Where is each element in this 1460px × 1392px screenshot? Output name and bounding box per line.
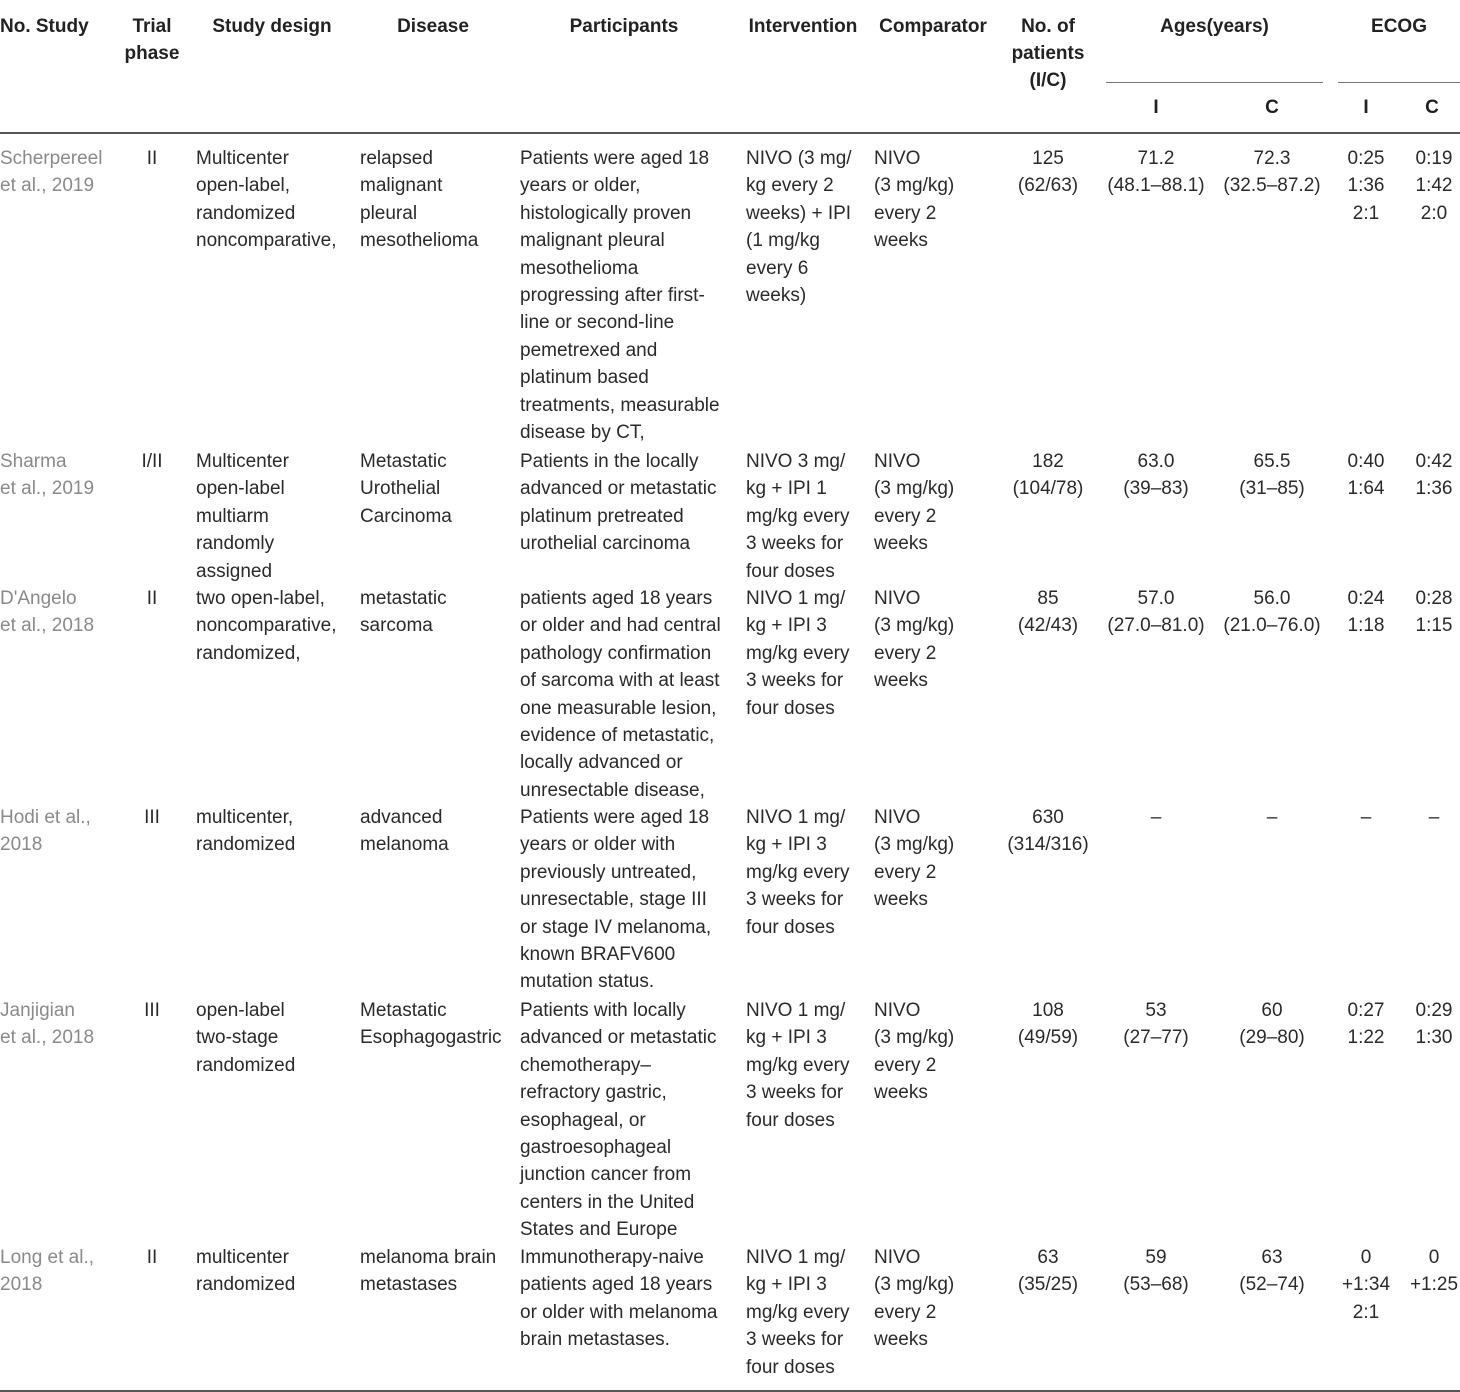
row-5-design-line: two-stage xyxy=(196,1027,279,1049)
row-5-participants-line: advanced or metastatic xyxy=(520,1027,717,1049)
row-3-ecog-c-line: 0:28 xyxy=(1415,588,1453,609)
header-ecog-i: I xyxy=(1363,97,1369,118)
row-5-participants xyxy=(520,997,735,1244)
row-4-design-line: multicenter, xyxy=(196,807,294,828)
row-6-study-line: Long et al., xyxy=(0,1247,95,1268)
row-3-study-line: et al., 2018 xyxy=(0,615,95,637)
header-study: No. Study xyxy=(0,16,89,37)
row-1-design-line: open-label, xyxy=(196,175,291,197)
row-1-ecog-c-line: 0:19 xyxy=(1415,148,1453,169)
row-3-intervention-line: four doses xyxy=(746,697,835,719)
row-4-patients-line: (314/316) xyxy=(1007,834,1089,856)
row-6-disease-line: metastases xyxy=(360,1274,458,1296)
row-6-patients xyxy=(1002,1244,1094,1299)
row-3-ages-i-line: 57.0 xyxy=(1137,588,1175,609)
row-2-disease-line: Metastatic xyxy=(360,451,447,472)
row-4-comparator-line: weeks xyxy=(874,889,928,911)
row-1-intervention xyxy=(746,145,866,309)
row-1-disease-line: mesothelioma xyxy=(360,230,479,252)
row-5-design xyxy=(196,997,356,1079)
row-1-participants-line: progressing after first- xyxy=(520,285,705,307)
row-3-study-line: D'Angelo xyxy=(0,588,77,609)
row-3-participants-line: locally advanced or xyxy=(520,752,683,774)
row-1-participants-line: histologically proven xyxy=(520,202,692,224)
row-2-patients-line: 182 xyxy=(1032,451,1064,472)
row-1-design-line: Multicenter xyxy=(196,148,289,169)
row-5-ages-c-line: (29–80) xyxy=(1239,1027,1305,1049)
row-1-ecog-c-line: 1:42 xyxy=(1415,175,1453,197)
row-1-study-line: et al., 2019 xyxy=(0,175,95,197)
row-6-comparator-line: (3 mg/kg) xyxy=(874,1274,955,1296)
row-1-disease-line: pleural xyxy=(360,202,418,224)
row-5-intervention-line: 3 weeks for xyxy=(746,1082,844,1104)
row-4-comparator-line: NIVO xyxy=(874,807,921,828)
header-no-of-patients-line: patients xyxy=(1011,43,1085,64)
row-6-participants-line: or older with melanoma xyxy=(520,1301,718,1323)
row-2-intervention xyxy=(746,448,866,585)
row-3-patients-line: (42/43) xyxy=(1017,615,1079,637)
row-2-disease-line: Urothelial xyxy=(360,478,441,500)
row-2-study-line: Sharma xyxy=(0,451,67,472)
row-2-comparator-line: (3 mg/kg) xyxy=(874,478,955,500)
row-2-patients xyxy=(1002,448,1094,503)
ages-subheader-rule xyxy=(1106,82,1323,83)
row-6-ecog-i-line: +1:34 xyxy=(1341,1274,1391,1296)
row-3-study xyxy=(0,585,94,640)
row-3-disease xyxy=(360,585,510,640)
row-1-participants-line: disease by CT, xyxy=(520,422,645,444)
row-1-intervention-line: (1 mg/kg xyxy=(746,230,820,252)
row-2-ecog-c-line: 1:36 xyxy=(1415,478,1453,500)
row-3-ages-i-line: (27.0–81.0) xyxy=(1107,615,1205,637)
row-3-phase: II xyxy=(146,588,158,609)
row-1-design-line: randomized xyxy=(196,202,296,224)
row-2-intervention-line: NIVO 3 mg/ xyxy=(746,451,846,472)
row-5-patients-line: 108 xyxy=(1032,1000,1064,1021)
row-6-participants-line: Immunotherapy-naive xyxy=(520,1247,704,1268)
row-2-comparator-line: weeks xyxy=(874,533,928,555)
row-4-intervention-line: kg + IPI 3 xyxy=(746,834,827,856)
row-3-participants-line: of sarcoma with at least xyxy=(520,670,720,692)
row-2-ecog-i-line: 0:40 xyxy=(1347,451,1385,472)
row-1-study xyxy=(0,145,102,200)
row-2-design-line: multiarm xyxy=(196,505,269,527)
row-4-intervention-line: 3 weeks for xyxy=(746,889,844,911)
header-no-of-patients-line: No. of xyxy=(1021,16,1075,37)
row-5-participants-line: centers in the United xyxy=(520,1191,695,1213)
row-3-intervention xyxy=(746,585,866,722)
row-1-ecog-c xyxy=(1404,145,1460,227)
row-5-intervention-line: NIVO 1 mg/ xyxy=(746,1000,846,1021)
header-ages-i: I xyxy=(1153,97,1159,118)
row-2-participants-line: Patients in the locally xyxy=(520,451,699,472)
row-4-patients xyxy=(1002,804,1094,859)
header-disease: Disease xyxy=(397,16,469,37)
row-3-ecog-i-line: 1:18 xyxy=(1347,615,1385,637)
row-2-patients-line: (104/78) xyxy=(1012,478,1084,500)
row-6-ages-c-line: (52–74) xyxy=(1239,1274,1305,1296)
row-6-ages-i-line: 59 xyxy=(1145,1247,1167,1268)
row-2-disease-line: Carcinoma xyxy=(360,505,452,527)
row-1-ecog-i-line: 2:1 xyxy=(1352,202,1380,224)
row-6-ages-c xyxy=(1222,1244,1322,1299)
row-6-comparator xyxy=(874,1244,994,1354)
row-5-comparator-line: (3 mg/kg) xyxy=(874,1027,955,1049)
row-6-intervention-line: 3 weeks for xyxy=(746,1329,844,1351)
row-6-ecog-i xyxy=(1338,1244,1394,1326)
row-6-design xyxy=(196,1244,356,1299)
row-2-intervention-line: four doses xyxy=(746,560,835,582)
row-4-intervention-line: NIVO 1 mg/ xyxy=(746,807,846,828)
row-6-participants xyxy=(520,1244,735,1354)
row-5-design-line: randomized xyxy=(196,1054,296,1076)
row-4-participants-line: or stage IV melanoma, xyxy=(520,916,712,938)
row-1-ages-i-line: (48.1–88.1) xyxy=(1107,175,1205,197)
row-5-disease xyxy=(360,997,510,1052)
row-6-ecog-c xyxy=(1404,1244,1460,1299)
row-3-comparator-line: (3 mg/kg) xyxy=(874,615,955,637)
row-2-design-line: randomly xyxy=(196,533,275,555)
row-5-patients xyxy=(1002,997,1094,1052)
row-6-intervention xyxy=(746,1244,866,1381)
row-2-ages-i xyxy=(1106,448,1206,503)
header-no-of-patients xyxy=(1002,13,1094,94)
row-4-comparator xyxy=(874,804,994,914)
row-6-comparator-line: NIVO xyxy=(874,1247,921,1268)
row-2-study-line: et al., 2019 xyxy=(0,478,95,500)
row-5-comparator-line: weeks xyxy=(874,1082,928,1104)
row-2-participants xyxy=(520,448,735,558)
row-4-study xyxy=(0,804,91,859)
row-5-ecog-i-line: 0:27 xyxy=(1347,1000,1385,1021)
row-5-study-line: et al., 2018 xyxy=(0,1027,95,1049)
row-6-participants-line: patients aged 18 years xyxy=(520,1274,713,1296)
row-2-participants-line: urothelial carcinoma xyxy=(520,533,691,555)
row-1-study-line: Scherpereel xyxy=(0,148,103,169)
row-3-ecog-i-line: 0:24 xyxy=(1347,588,1385,609)
row-1-disease xyxy=(360,145,510,255)
row-3-participants-line: pathology confirmation xyxy=(520,642,712,664)
row-4-intervention-line: four doses xyxy=(746,916,835,938)
row-2-ecog-i xyxy=(1338,448,1394,503)
header-ecog: ECOG xyxy=(1371,16,1427,37)
row-3-design-line: randomized, xyxy=(196,642,301,664)
row-4-participants-line: previously untreated, xyxy=(520,861,697,883)
row-1-disease-line: malignant xyxy=(360,175,443,197)
row-4-ecog-c xyxy=(1404,804,1460,831)
row-5-intervention xyxy=(746,997,866,1134)
row-3-participants-line: or older and had central xyxy=(520,615,721,637)
row-1-disease-line: relapsed xyxy=(360,148,433,169)
row-5-participants-line: States and Europe xyxy=(520,1219,678,1241)
row-3-comparator-line: every 2 xyxy=(874,642,937,664)
row-2-comparator-line: every 2 xyxy=(874,505,937,527)
row-1-intervention-line: NIVO (3 mg/ xyxy=(746,148,852,169)
header-trial-phase-line: Trial xyxy=(132,16,172,37)
row-2-ages-c-line: 65.5 xyxy=(1253,451,1291,472)
row-5-study-line: Janjigian xyxy=(0,1000,75,1021)
row-5-study xyxy=(0,997,94,1052)
row-1-ages-c-line: (32.5–87.2) xyxy=(1223,175,1321,197)
row-3-disease-line: metastatic xyxy=(360,588,447,609)
row-3-ages-c xyxy=(1222,585,1322,640)
row-2-ecog-c-line: 0:42 xyxy=(1415,451,1453,472)
row-6-ages-c-line: 63 xyxy=(1261,1247,1283,1268)
row-3-intervention-line: NIVO 1 mg/ xyxy=(746,588,846,609)
row-5-participants-line: Patients with locally xyxy=(520,1000,686,1021)
header-trial-phase xyxy=(112,13,192,67)
row-6-ages-i-line: (53–68) xyxy=(1123,1274,1189,1296)
row-1-ages-c-line: 72.3 xyxy=(1253,148,1291,169)
row-1-ecog-i-line: 1:36 xyxy=(1347,175,1385,197)
row-5-intervention-line: mg/kg every xyxy=(746,1054,850,1076)
row-2-comparator-line: NIVO xyxy=(874,451,921,472)
row-3-participants-line: patients aged 18 years xyxy=(520,588,713,609)
row-1-comparator-line: every 2 xyxy=(874,202,937,224)
row-4-participants xyxy=(520,804,735,996)
row-3-ages-c-line: 56.0 xyxy=(1253,588,1291,609)
table-bottom-rule xyxy=(0,1390,1460,1392)
row-3-ecog-c xyxy=(1404,585,1460,640)
row-1-comparator-line: NIVO xyxy=(874,148,921,169)
row-6-ecog-c-line: 0 xyxy=(1428,1247,1440,1268)
row-4-study-line: Hodi et al., xyxy=(0,807,91,828)
header-intervention: Intervention xyxy=(748,16,858,37)
row-6-participants-line: brain metastases. xyxy=(520,1329,670,1351)
row-3-ages-c-line: (21.0–76.0) xyxy=(1223,615,1321,637)
row-4-ecog-c-line: – xyxy=(1428,807,1440,828)
row-3-design xyxy=(196,585,356,667)
row-1-ecog-c-line: 2:0 xyxy=(1420,202,1448,224)
row-1-design-line: noncomparative, xyxy=(196,230,337,252)
row-6-disease-line: melanoma brain xyxy=(360,1247,497,1268)
row-6-intervention-line: NIVO 1 mg/ xyxy=(746,1247,846,1268)
row-5-ages-i-line: (27–77) xyxy=(1123,1027,1189,1049)
row-6-study xyxy=(0,1244,94,1299)
row-5-ages-c xyxy=(1222,997,1322,1052)
row-5-phase: III xyxy=(144,1000,160,1021)
row-2-intervention-line: 3 weeks for xyxy=(746,533,844,555)
row-5-ecog-c-line: 1:30 xyxy=(1415,1027,1453,1049)
row-1-patients xyxy=(1002,145,1094,200)
row-5-disease-line: Esophagogastric xyxy=(360,1027,502,1049)
row-6-comparator-line: weeks xyxy=(874,1329,928,1351)
row-6-comparator-line: every 2 xyxy=(874,1301,937,1323)
row-2-participants-line: advanced or metastatic xyxy=(520,478,717,500)
row-2-intervention-line: mg/kg every xyxy=(746,505,850,527)
row-4-disease-line: advanced xyxy=(360,807,443,828)
row-6-intervention-line: mg/kg every xyxy=(746,1301,850,1323)
row-1-participants-line: treatments, measurable xyxy=(520,394,720,416)
row-1-ages-i xyxy=(1106,145,1206,200)
row-4-participants-line: unresectable, stage III xyxy=(520,889,707,911)
row-5-ages-i-line: 53 xyxy=(1145,1000,1167,1021)
row-6-patients-line: (35/25) xyxy=(1017,1274,1079,1296)
row-2-design xyxy=(196,448,356,585)
row-2-ages-c xyxy=(1222,448,1322,503)
row-1-intervention-line: weeks) xyxy=(746,285,807,307)
row-5-intervention-line: kg + IPI 3 xyxy=(746,1027,827,1049)
row-5-ecog-c-line: 0:29 xyxy=(1415,1000,1453,1021)
header-study-design: Study design xyxy=(212,16,332,37)
row-4-ecog-i xyxy=(1338,804,1394,831)
row-4-participants-line: mutation status. xyxy=(520,971,655,993)
row-4-disease-line: melanoma xyxy=(360,834,449,856)
row-1-participants-line: Patients were aged 18 xyxy=(520,148,710,169)
row-1-participants-line: line or second-line xyxy=(520,312,675,334)
row-4-ages-i-line: – xyxy=(1150,807,1162,828)
row-1-ecog-i-line: 0:25 xyxy=(1347,148,1385,169)
row-3-intervention-line: 3 weeks for xyxy=(746,670,844,692)
row-6-intervention-line: four doses xyxy=(746,1356,835,1378)
row-1-comparator-line: weeks xyxy=(874,230,928,252)
row-4-patients-line: 630 xyxy=(1032,807,1064,828)
row-4-comparator-line: every 2 xyxy=(874,861,937,883)
row-2-phase: I/II xyxy=(141,451,163,472)
row-5-patients-line: (49/59) xyxy=(1017,1027,1079,1049)
row-6-disease xyxy=(360,1244,510,1299)
row-3-comparator-line: weeks xyxy=(874,670,928,692)
row-4-phase: III xyxy=(144,807,160,828)
row-5-ecog-c xyxy=(1404,997,1460,1052)
row-3-patients xyxy=(1002,585,1094,640)
row-5-participants-line: gastroesophageal xyxy=(520,1137,672,1159)
row-4-ages-c-line: – xyxy=(1266,807,1278,828)
row-5-participants-line: refractory gastric, xyxy=(520,1082,667,1104)
row-5-participants-line: esophageal, or xyxy=(520,1109,646,1131)
row-2-ages-i-line: 63.0 xyxy=(1137,451,1175,472)
row-3-participants-line: one measurable lesion, xyxy=(520,697,717,719)
row-2-participants-line: platinum pretreated xyxy=(520,505,684,527)
row-1-intervention-line: kg every 2 xyxy=(746,175,834,197)
row-4-intervention-line: mg/kg every xyxy=(746,861,850,883)
row-6-ecog-i-line: 2:1 xyxy=(1352,1301,1380,1323)
row-3-disease-line: sarcoma xyxy=(360,615,433,637)
row-6-phase: II xyxy=(146,1247,158,1268)
row-4-participants-line: Patients were aged 18 xyxy=(520,807,710,828)
row-6-patients-line: 63 xyxy=(1037,1247,1059,1268)
row-1-intervention-line: every 6 xyxy=(746,257,809,279)
row-2-ages-i-line: (39–83) xyxy=(1123,478,1189,500)
row-4-comparator-line: (3 mg/kg) xyxy=(874,834,955,856)
header-participants: Participants xyxy=(569,16,679,37)
row-2-design-line: Multicenter xyxy=(196,451,289,472)
header-no-of-patients-line: (I/C) xyxy=(1029,70,1067,91)
row-5-design-line: open-label xyxy=(196,1000,285,1021)
row-1-participants-line: pemetrexed and xyxy=(520,339,658,361)
row-1-patients-line: 125 xyxy=(1032,148,1064,169)
row-1-participants-line: mesothelioma xyxy=(520,257,639,279)
row-1-comparator xyxy=(874,145,994,255)
row-4-ages-i xyxy=(1106,804,1206,831)
row-3-design-line: two open-label, xyxy=(196,588,325,609)
row-5-ecog-i xyxy=(1338,997,1394,1052)
row-1-patients-line: (62/63) xyxy=(1017,175,1079,197)
row-1-comparator-line: (3 mg/kg) xyxy=(874,175,955,197)
row-3-ecog-i xyxy=(1338,585,1394,640)
row-6-ecog-c-line: +1:25 xyxy=(1409,1274,1459,1296)
header-comparator: Comparator xyxy=(879,16,987,37)
row-4-study-line: 2018 xyxy=(0,834,43,856)
row-2-ecog-c xyxy=(1404,448,1460,503)
row-1-participants-line: platinum based xyxy=(520,367,649,389)
row-1-participants xyxy=(520,145,735,446)
row-2-ages-c-line: (31–85) xyxy=(1239,478,1305,500)
row-1-ages-i-line: 71.2 xyxy=(1137,148,1175,169)
row-2-intervention-line: kg + IPI 1 xyxy=(746,478,827,500)
row-5-comparator-line: NIVO xyxy=(874,1000,921,1021)
row-3-ages-i xyxy=(1106,585,1206,640)
row-2-disease xyxy=(360,448,510,530)
row-1-design xyxy=(196,145,356,255)
row-6-ages-i xyxy=(1106,1244,1206,1299)
row-2-study xyxy=(0,448,94,503)
header-ages-c: C xyxy=(1265,97,1279,118)
row-2-comparator xyxy=(874,448,994,558)
row-1-ecog-i xyxy=(1338,145,1394,227)
row-4-design-line: randomized xyxy=(196,834,296,856)
row-5-disease-line: Metastatic xyxy=(360,1000,447,1021)
row-3-patients-line: 85 xyxy=(1037,588,1059,609)
row-6-design-line: multicenter xyxy=(196,1247,289,1268)
row-5-ages-c-line: 60 xyxy=(1261,1000,1283,1021)
row-3-design-line: noncomparative, xyxy=(196,615,337,637)
row-5-participants-line: junction cancer from xyxy=(520,1164,692,1186)
row-3-ecog-c-line: 1:15 xyxy=(1415,615,1453,637)
row-5-participants-line: chemotherapy– xyxy=(520,1054,651,1076)
row-5-comparator-line: every 2 xyxy=(874,1054,937,1076)
row-6-ecog-i-line: 0 xyxy=(1360,1247,1372,1268)
row-2-ecog-i-line: 1:64 xyxy=(1347,478,1385,500)
row-6-study-line: 2018 xyxy=(0,1274,43,1296)
row-6-intervention-line: kg + IPI 3 xyxy=(746,1274,827,1296)
row-5-comparator xyxy=(874,997,994,1107)
row-2-design-line: assigned xyxy=(196,560,273,582)
row-1-participants-line: years or older, xyxy=(520,175,641,197)
row-5-ecog-i-line: 1:22 xyxy=(1347,1027,1385,1049)
row-4-intervention xyxy=(746,804,866,941)
row-6-design-line: randomized xyxy=(196,1274,296,1296)
row-3-participants-line: evidence of metastatic, xyxy=(520,725,715,747)
row-3-comparator xyxy=(874,585,994,695)
row-4-participants-line: known BRAFV600 xyxy=(520,944,676,966)
row-4-design xyxy=(196,804,356,859)
row-3-comparator-line: NIVO xyxy=(874,588,921,609)
row-1-ages-c xyxy=(1222,145,1322,200)
row-4-participants-line: years or older with xyxy=(520,834,676,856)
row-5-ages-i xyxy=(1106,997,1206,1052)
header-ecog-c: C xyxy=(1425,97,1439,118)
row-2-design-line: open-label xyxy=(196,478,285,500)
header-bottom-rule xyxy=(0,132,1460,134)
row-4-disease xyxy=(360,804,510,859)
row-1-phase: II xyxy=(146,148,158,169)
row-1-participants-line: malignant pleural xyxy=(520,230,665,252)
row-4-ages-c xyxy=(1222,804,1322,831)
row-3-participants-line: unresectable disease, xyxy=(520,779,705,801)
header-trial-phase-line: phase xyxy=(124,43,180,64)
row-3-intervention-line: mg/kg every xyxy=(746,642,850,664)
row-3-participants xyxy=(520,585,735,804)
row-4-ecog-i-line: – xyxy=(1360,807,1372,828)
row-1-intervention-line: weeks) + IPI xyxy=(746,202,852,224)
header-ages: Ages(years) xyxy=(1160,16,1269,37)
row-5-intervention-line: four doses xyxy=(746,1109,835,1131)
row-3-intervention-line: kg + IPI 3 xyxy=(746,615,827,637)
ecog-subheader-rule xyxy=(1338,82,1460,83)
